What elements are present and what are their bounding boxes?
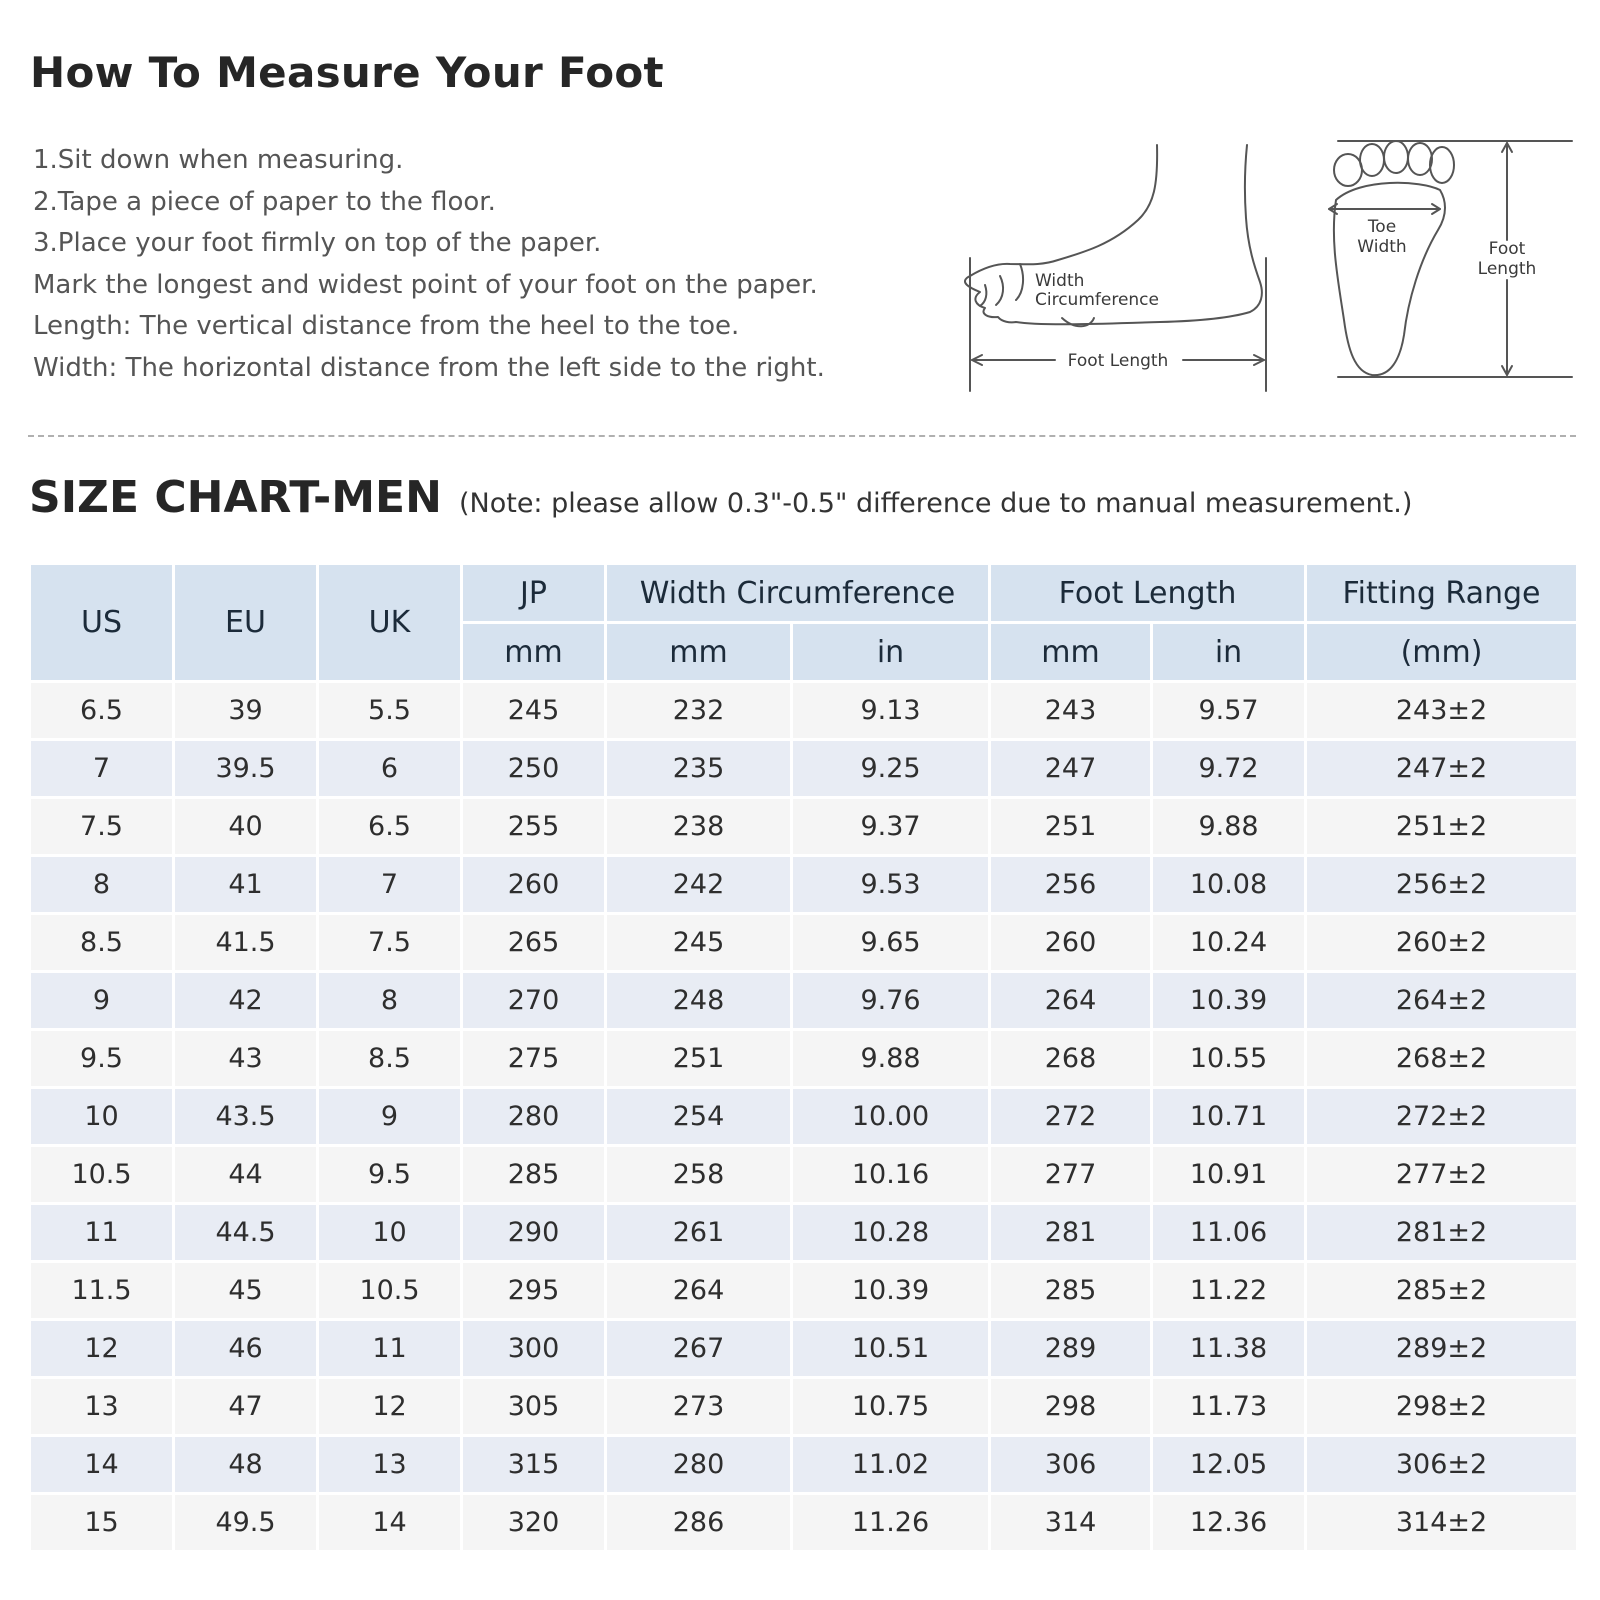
cell-width-mm: 251 xyxy=(606,1030,792,1088)
cell-width-in: 9.13 xyxy=(792,682,990,740)
cell-jp-mm: 285 xyxy=(462,1146,606,1204)
header-width-circumference: Width Circumference xyxy=(606,564,990,623)
cell-jp-mm: 275 xyxy=(462,1030,606,1088)
cell-length-in: 10.24 xyxy=(1152,914,1306,972)
cell-us: 10.5 xyxy=(30,1146,174,1204)
cell-eu: 41 xyxy=(174,856,318,914)
table-row xyxy=(30,798,1578,856)
width-label-line1: Width xyxy=(1035,271,1085,291)
cell-length-mm: 289 xyxy=(990,1320,1152,1378)
cell-length-mm: 268 xyxy=(990,1030,1152,1088)
cell-fitting-range: 243±2 xyxy=(1306,682,1578,740)
table-row xyxy=(30,1378,1578,1436)
table-row xyxy=(30,1030,1578,1088)
cell-eu: 44 xyxy=(174,1146,318,1204)
cell-us: 12 xyxy=(30,1320,174,1378)
cell-length-in: 9.88 xyxy=(1152,798,1306,856)
measure-step: Length: The vertical distance from the heel to the toe. xyxy=(33,311,740,342)
cell-uk: 9.5 xyxy=(318,1146,462,1204)
cell-fitting-range: 277±2 xyxy=(1306,1146,1578,1204)
cell-uk: 8.5 xyxy=(318,1030,462,1088)
cell-length-mm: 314 xyxy=(990,1494,1152,1552)
cell-jp-mm: 255 xyxy=(462,798,606,856)
table-row xyxy=(30,1436,1578,1494)
cell-us: 10 xyxy=(30,1088,174,1146)
cell-jp-mm: 280 xyxy=(462,1088,606,1146)
cell-width-in: 9.37 xyxy=(792,798,990,856)
cell-length-in: 10.55 xyxy=(1152,1030,1306,1088)
cell-uk: 13 xyxy=(318,1436,462,1494)
cell-width-mm: 273 xyxy=(606,1378,792,1436)
cell-fitting-range: 260±2 xyxy=(1306,914,1578,972)
table-row xyxy=(30,1320,1578,1378)
header-eu: EU xyxy=(174,564,318,682)
cell-eu: 47 xyxy=(174,1378,318,1436)
header-foot-length: Foot Length xyxy=(990,564,1306,623)
cell-jp-mm: 305 xyxy=(462,1378,606,1436)
cell-width-mm: 267 xyxy=(606,1320,792,1378)
table-row xyxy=(30,1146,1578,1204)
table-row xyxy=(30,682,1578,740)
cell-width-in: 9.76 xyxy=(792,972,990,1030)
cell-width-mm: 258 xyxy=(606,1146,792,1204)
cell-us: 15 xyxy=(30,1494,174,1552)
cell-fitting-range: 268±2 xyxy=(1306,1030,1578,1088)
foot-measure-diagram xyxy=(0,0,1600,420)
cell-jp-mm: 245 xyxy=(462,682,606,740)
top-length-label-line2: Length xyxy=(1477,259,1537,279)
cell-uk: 8 xyxy=(318,972,462,1030)
table-row xyxy=(30,856,1578,914)
cell-width-mm: 232 xyxy=(606,682,792,740)
cell-length-mm: 243 xyxy=(990,682,1152,740)
cell-eu: 39 xyxy=(174,682,318,740)
cell-length-mm: 247 xyxy=(990,740,1152,798)
cell-length-mm: 277 xyxy=(990,1146,1152,1204)
cell-width-mm: 280 xyxy=(606,1436,792,1494)
table-row xyxy=(30,1088,1578,1146)
cell-fitting-range: 298±2 xyxy=(1306,1378,1578,1436)
cell-us: 7 xyxy=(30,740,174,798)
cell-length-mm: 272 xyxy=(990,1088,1152,1146)
cell-length-in: 9.72 xyxy=(1152,740,1306,798)
cell-eu: 45 xyxy=(174,1262,318,1320)
cell-eu: 49.5 xyxy=(174,1494,318,1552)
top-length-label-line1: Foot xyxy=(1488,239,1526,259)
cell-width-mm: 264 xyxy=(606,1262,792,1320)
cell-jp-mm: 290 xyxy=(462,1204,606,1262)
cell-jp-mm: 300 xyxy=(462,1320,606,1378)
cell-fitting-range: 272±2 xyxy=(1306,1088,1578,1146)
cell-fitting-range: 306±2 xyxy=(1306,1436,1578,1494)
subheader-width-mm: mm xyxy=(606,623,792,682)
cell-jp-mm: 315 xyxy=(462,1436,606,1494)
cell-eu: 42 xyxy=(174,972,318,1030)
cell-uk: 9 xyxy=(318,1088,462,1146)
cell-length-in: 12.05 xyxy=(1152,1436,1306,1494)
toe-width-label-line2: Width xyxy=(1357,237,1407,257)
subheader-width-in: in xyxy=(792,623,990,682)
cell-us: 14 xyxy=(30,1436,174,1494)
cell-length-mm: 298 xyxy=(990,1378,1152,1436)
cell-fitting-range: 251±2 xyxy=(1306,798,1578,856)
cell-width-in: 10.51 xyxy=(792,1320,990,1378)
header-jp: JP xyxy=(462,564,606,623)
cell-uk: 10.5 xyxy=(318,1262,462,1320)
table-row xyxy=(30,1494,1578,1552)
cell-fitting-range: 264±2 xyxy=(1306,972,1578,1030)
cell-uk: 12 xyxy=(318,1378,462,1436)
cell-us: 11 xyxy=(30,1204,174,1262)
table-row xyxy=(30,972,1578,1030)
cell-length-in: 10.71 xyxy=(1152,1088,1306,1146)
cell-eu: 48 xyxy=(174,1436,318,1494)
cell-jp-mm: 260 xyxy=(462,856,606,914)
cell-width-mm: 235 xyxy=(606,740,792,798)
size-chart-body xyxy=(30,682,1578,1552)
cell-uk: 10 xyxy=(318,1204,462,1262)
subheader-jp-unit: mm xyxy=(462,623,606,682)
cell-eu: 40 xyxy=(174,798,318,856)
cell-length-in: 11.38 xyxy=(1152,1320,1306,1378)
cell-fitting-range: 314±2 xyxy=(1306,1494,1578,1552)
cell-length-in: 10.08 xyxy=(1152,856,1306,914)
subheader-fitting-unit: (mm) xyxy=(1306,623,1578,682)
cell-length-mm: 281 xyxy=(990,1204,1152,1262)
section-divider xyxy=(28,435,1576,437)
cell-fitting-range: 289±2 xyxy=(1306,1320,1578,1378)
cell-length-mm: 264 xyxy=(990,972,1152,1030)
cell-jp-mm: 270 xyxy=(462,972,606,1030)
cell-length-in: 11.06 xyxy=(1152,1204,1306,1262)
cell-width-in: 9.25 xyxy=(792,740,990,798)
cell-eu: 39.5 xyxy=(174,740,318,798)
cell-fitting-range: 281±2 xyxy=(1306,1204,1578,1262)
measure-step: 3.Place your foot firmly on top of the paper. xyxy=(33,228,602,259)
cell-uk: 5.5 xyxy=(318,682,462,740)
cell-fitting-range: 256±2 xyxy=(1306,856,1578,914)
cell-eu: 43.5 xyxy=(174,1088,318,1146)
cell-width-in: 11.02 xyxy=(792,1436,990,1494)
cell-width-in: 10.39 xyxy=(792,1262,990,1320)
cell-jp-mm: 250 xyxy=(462,740,606,798)
cell-width-in: 10.28 xyxy=(792,1204,990,1262)
cell-us: 8.5 xyxy=(30,914,174,972)
cell-length-in: 11.22 xyxy=(1152,1262,1306,1320)
cell-jp-mm: 295 xyxy=(462,1262,606,1320)
table-row xyxy=(30,1204,1578,1262)
cell-us: 7.5 xyxy=(30,798,174,856)
cell-eu: 44.5 xyxy=(174,1204,318,1262)
cell-us: 8 xyxy=(30,856,174,914)
cell-width-mm: 254 xyxy=(606,1088,792,1146)
cell-width-mm: 261 xyxy=(606,1204,792,1262)
cell-width-in: 10.00 xyxy=(792,1088,990,1146)
cell-jp-mm: 265 xyxy=(462,914,606,972)
header-fitting-range: Fitting Range xyxy=(1306,564,1578,623)
cell-us: 9.5 xyxy=(30,1030,174,1088)
toe-width-label-line1: Toe xyxy=(1367,217,1397,237)
subheader-length-mm: mm xyxy=(990,623,1152,682)
header-uk: UK xyxy=(318,564,462,682)
measure-step: Width: The horizontal distance from the left side to the right. xyxy=(33,352,825,383)
cell-eu: 46 xyxy=(174,1320,318,1378)
cell-fitting-range: 285±2 xyxy=(1306,1262,1578,1320)
cell-uk: 11 xyxy=(318,1320,462,1378)
cell-fitting-range: 247±2 xyxy=(1306,740,1578,798)
cell-width-in: 11.26 xyxy=(792,1494,990,1552)
cell-width-mm: 286 xyxy=(606,1494,792,1552)
subheader-length-in: in xyxy=(1152,623,1306,682)
measure-step: 1.Sit down when measuring. xyxy=(33,145,404,175)
cell-length-mm: 306 xyxy=(990,1436,1152,1494)
table-row xyxy=(30,1262,1578,1320)
cell-length-in: 10.39 xyxy=(1152,972,1306,1030)
cell-us: 13 xyxy=(30,1378,174,1436)
side-length-label: Foot Length xyxy=(1067,351,1169,371)
cell-width-in: 9.88 xyxy=(792,1030,990,1088)
cell-width-mm: 245 xyxy=(606,914,792,972)
cell-uk: 7 xyxy=(318,856,462,914)
cell-length-in: 10.91 xyxy=(1152,1146,1306,1204)
cell-width-mm: 242 xyxy=(606,856,792,914)
cell-uk: 6 xyxy=(318,740,462,798)
size-chart-heading: SIZE CHART-MEN xyxy=(29,472,442,523)
cell-width-in: 9.53 xyxy=(792,856,990,914)
cell-width-in: 10.75 xyxy=(792,1378,990,1436)
cell-us: 6.5 xyxy=(30,682,174,740)
size-chart-title-row xyxy=(29,472,1412,523)
page-title: How To Measure Your Foot xyxy=(30,48,664,97)
cell-uk: 14 xyxy=(318,1494,462,1552)
measure-step: 2.Tape a piece of paper to the floor. xyxy=(33,186,496,217)
cell-length-in: 12.36 xyxy=(1152,1494,1306,1552)
cell-width-mm: 248 xyxy=(606,972,792,1030)
cell-us: 9 xyxy=(30,972,174,1030)
cell-eu: 43 xyxy=(174,1030,318,1088)
cell-width-in: 9.65 xyxy=(792,914,990,972)
measurement-note: (Note: please allow 0.3"-0.5" difference due to manual measurement.) xyxy=(458,488,1413,519)
cell-eu: 41.5 xyxy=(174,914,318,972)
measure-step: Mark the longest and widest point of your foot on the paper. xyxy=(33,269,818,300)
cell-length-mm: 285 xyxy=(990,1262,1152,1320)
cell-width-mm: 238 xyxy=(606,798,792,856)
cell-width-in: 10.16 xyxy=(792,1146,990,1204)
cell-jp-mm: 320 xyxy=(462,1494,606,1552)
cell-us: 11.5 xyxy=(30,1262,174,1320)
cell-length-mm: 260 xyxy=(990,914,1152,972)
cell-length-mm: 256 xyxy=(990,856,1152,914)
table-row xyxy=(30,740,1578,798)
cell-uk: 7.5 xyxy=(318,914,462,972)
cell-length-mm: 251 xyxy=(990,798,1152,856)
cell-length-in: 9.57 xyxy=(1152,682,1306,740)
size-chart-table xyxy=(28,562,1579,1553)
width-label-line2: Circumference xyxy=(1035,290,1159,310)
cell-uk: 6.5 xyxy=(318,798,462,856)
table-row xyxy=(30,914,1578,972)
header-us: US xyxy=(30,564,174,682)
cell-length-in: 11.73 xyxy=(1152,1378,1306,1436)
